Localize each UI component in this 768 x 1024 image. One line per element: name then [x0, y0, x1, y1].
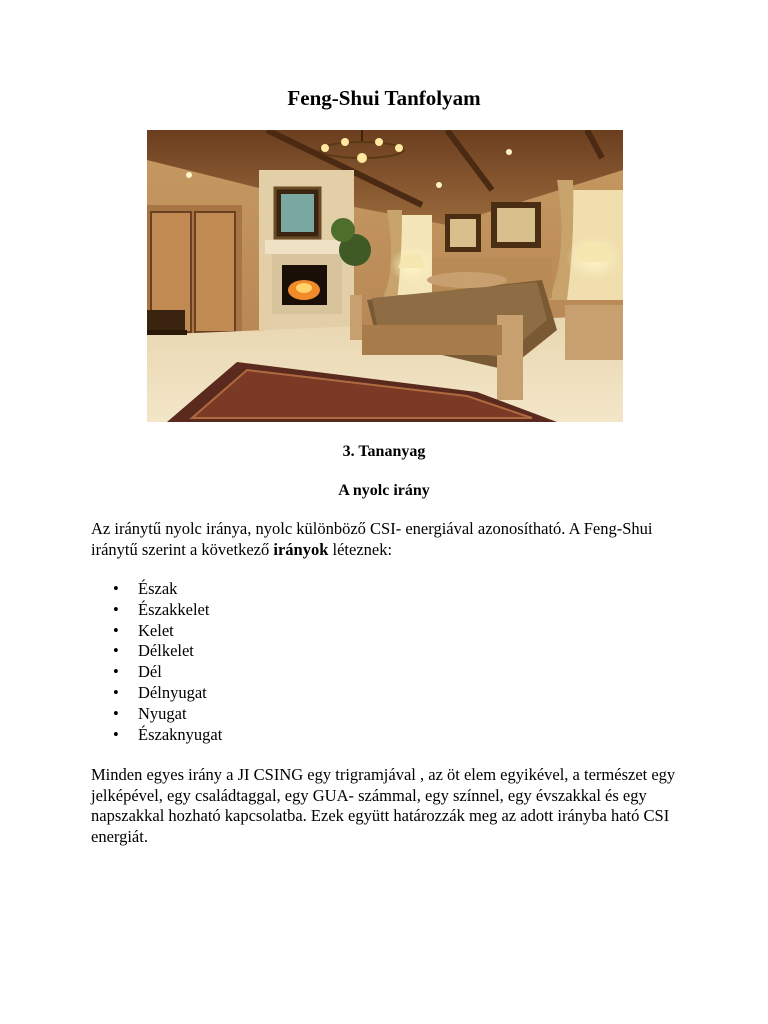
- bullet-icon: •: [113, 703, 119, 723]
- bullet-icon: •: [113, 682, 119, 702]
- list-item-label: Nyugat: [138, 703, 187, 723]
- lesson-number: 3. Tananyag: [342, 443, 426, 460]
- intro-bold-word: irányok: [273, 540, 329, 559]
- list-item-label: Kelet: [138, 620, 174, 640]
- bullet-icon: •: [113, 620, 119, 640]
- list-item: [91, 621, 491, 642]
- intro-text-end: léteznek:: [328, 540, 393, 559]
- list-item: [91, 704, 491, 725]
- bullet-icon: •: [113, 641, 119, 661]
- list-item: [91, 683, 491, 704]
- section-heading: A nyolc irány: [338, 482, 430, 499]
- list-item: [91, 662, 491, 683]
- list-item-label: Dél: [138, 662, 162, 682]
- list-item: [91, 725, 491, 746]
- intro-text-start: Az iránytű nyolc iránya, nyolc különböző CSI- energiával azonosítható. A Feng-Shui iránytű szerint a következő: [91, 519, 653, 559]
- intro-paragraph: [91, 518, 691, 560]
- list-item-label: Délkelet: [138, 641, 194, 661]
- document-title: Feng-Shui Tanfolyam: [287, 86, 481, 110]
- closing-paragraph: Minden egyes irány a JI CSING egy trigramjával , az öt elem egyikével, a természet egy jelképével, egy családtaggal, egy GUA- számmal, egy színnel, egy évszakkal és egy napszakkal hozható kapcsolatba. Ezek együtt határozzák meg az adott irányba ható CSI energiát.: [91, 765, 676, 846]
- list-item-label: Északnyugat: [138, 724, 223, 744]
- directions-list: [91, 579, 491, 745]
- bullet-icon: •: [113, 724, 119, 744]
- bullet-icon: •: [113, 579, 119, 598]
- list-item: [91, 600, 491, 621]
- bedroom-photo: [147, 130, 623, 422]
- list-item: [91, 641, 491, 662]
- list-item-label: Északkelet: [138, 599, 210, 619]
- list-item-label: Délnyugat: [138, 682, 207, 702]
- bullet-icon: •: [113, 599, 119, 619]
- bullet-icon: •: [113, 662, 119, 682]
- list-item-label: Észak: [138, 579, 178, 598]
- list-item: [91, 579, 491, 600]
